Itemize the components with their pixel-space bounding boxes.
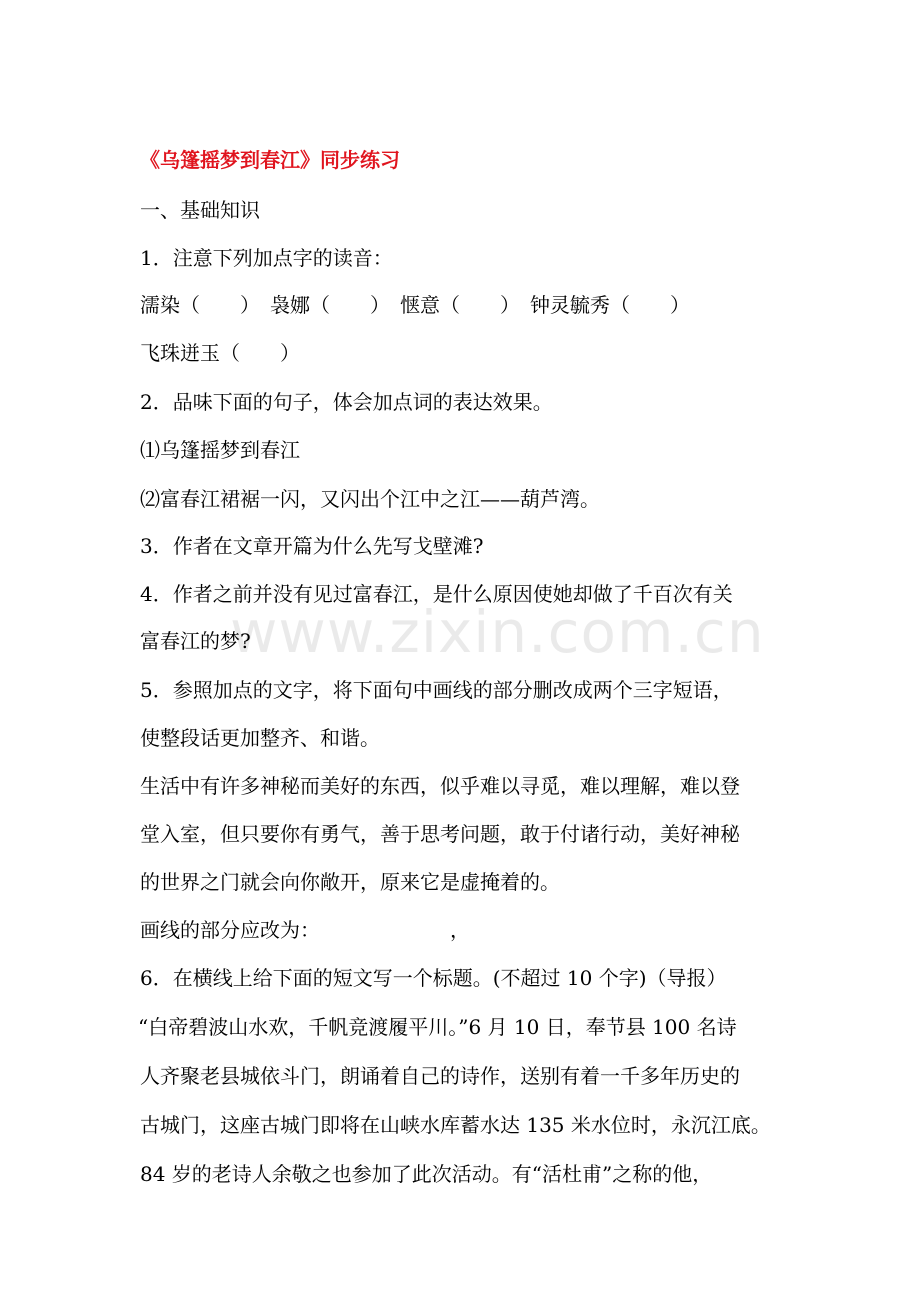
question-4-line-1: 4．作者之前并没有见过富春江，是什么原因使她却做了千百次有关: [140, 582, 733, 606]
document-title: 《乌篷摇梦到春江》同步练习: [140, 148, 400, 172]
question-3: 3．作者在文章开篇为什么先写戈壁滩?: [140, 534, 484, 558]
answer-prompt: 画线的部分应改为： ，: [140, 918, 470, 942]
question-2-sentence-2: ⑵富春江裙裾一闪，又闪出个江中之江——葫芦湾。: [140, 487, 600, 511]
passage-2-line-2: 人齐聚老县城依斗门，朗诵着自己的诗作，送别有着一千多年历史的: [140, 1064, 740, 1088]
section-heading: 一、基础知识: [140, 198, 260, 222]
passage-2-line-1: “白帝碧波山水欢，千帆竞渡履平川。”6 月 10 日，奉节县 100 名诗: [138, 1015, 737, 1039]
question-1: 1．注意下列加点字的读音：: [140, 246, 393, 270]
watermark: www.zixin.com.cn: [230, 598, 765, 666]
passage-1-line-2: 堂入室，但只要你有勇气，善于思考问题，敢于付诸行动，美好神秘: [140, 822, 740, 846]
question-6: 6．在横线上给下面的短文写一个标题。(不超过 10 个字)（导报）: [140, 966, 727, 990]
question-4-line-2: 富春江的梦?: [140, 629, 251, 653]
passage-1-line-3: 的世界之门就会向你敞开，原来它是虚掩着的。: [140, 870, 560, 894]
question-2-sentence-1: ⑴乌篷摇梦到春江: [140, 438, 300, 462]
question-5-line-2: 使整段话更加整齐、和谐。: [140, 726, 380, 750]
passage-2-line-4: 84 岁的老诗人余敬之也参加了此次活动。有“活杜甫”之称的他，: [140, 1162, 713, 1186]
question-1-items-row-1: 濡染（ ） 袅娜（ ） 惬意（ ） 钟灵毓秀（ ）: [140, 293, 690, 317]
passage-1-line-1: 生活中有许多神秘而美好的东西，似乎难以寻觅，难以理解，难以登: [140, 774, 740, 798]
question-2: 2．品味下面的句子，体会加点词的表达效果。: [140, 390, 553, 414]
question-1-items-row-2: 飞珠迸玉（ ）: [140, 341, 300, 365]
question-5-line-1: 5．参照加点的文字，将下面句中画线的部分删改成两个三字短语，: [140, 678, 733, 702]
passage-2-line-3: 古城门，这座古城门即将在山峡水库蓄水达 135 米水位时，永沉江底。: [140, 1113, 771, 1137]
